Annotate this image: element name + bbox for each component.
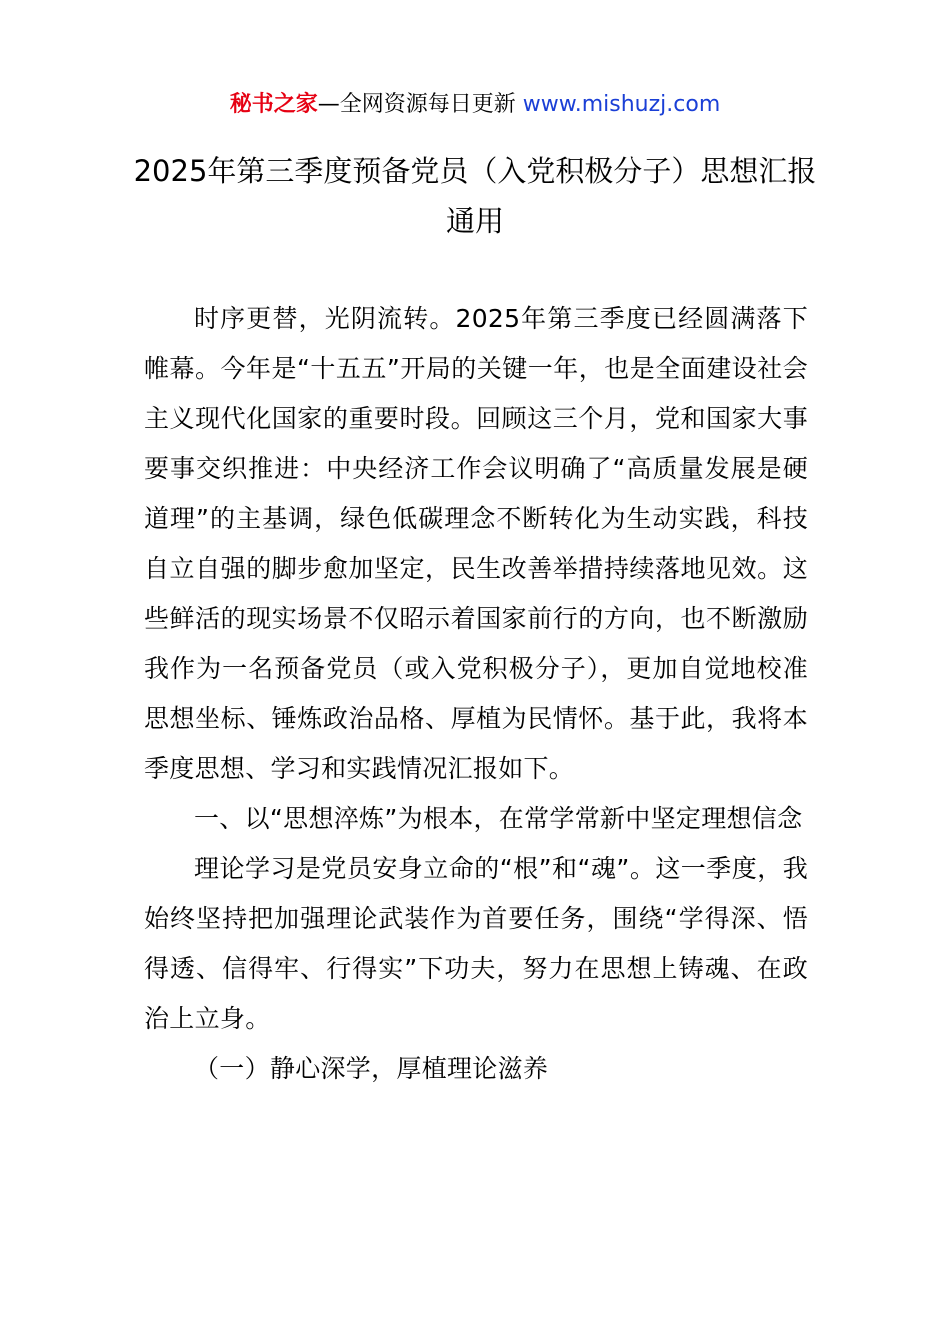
site-header bbox=[0, 86, 950, 124]
site-url-link[interactable]: www.mishuzj.com bbox=[522, 92, 721, 117]
section-heading-1: 一、以“思想淬炼”为根本，在常学常新中坚定理想信念 bbox=[194, 804, 803, 833]
intro-paragraph: 时序更替，光阴流转。2025年第三季度已经圆满落下帷幕。今年是“十五五”开局的关键一年，也是全面建设社会主义现代化国家的重要时段。回顾这三个月，党和国家大事要事交织推进：中央经济工作会议明确了“高质量发展是硬道理”的主基调，绿色低碳理念不断转化为生动实践，科技自立自强的脚步愈加坚定，民生改善举措持续落地见效。这些鲜活的现实场景不仅昭示着国家前行的方向，也不断激励我作为一名预备党员（或入党积极分子），更加自觉地校准思想坐标、锤炼政治品格、厚植为民情怀。基于此，我将本季度思想、学习和实践情况汇报如下。 bbox=[144, 304, 808, 783]
section-paragraph-1: 理论学习是党员安身立命的“根”和“魂”。这一季度，我始终坚持把加强理论武装作为首要任务，围绕“学得深、悟得透、信得牢、行得实”下功夫，努力在思想上铸魂、在政治上立身。 bbox=[144, 854, 808, 1033]
site-brand: 秘书之家 bbox=[229, 92, 318, 117]
subsection-heading-1: （一）静心深学，厚植理论滋养 bbox=[194, 1054, 549, 1083]
document-title: 2025年第三季度预备党员（入党积极分子）思想汇报通用 bbox=[133, 154, 817, 238]
document-body bbox=[144, 294, 808, 1094]
site-tagline: —全网资源每日更新 bbox=[317, 92, 516, 117]
